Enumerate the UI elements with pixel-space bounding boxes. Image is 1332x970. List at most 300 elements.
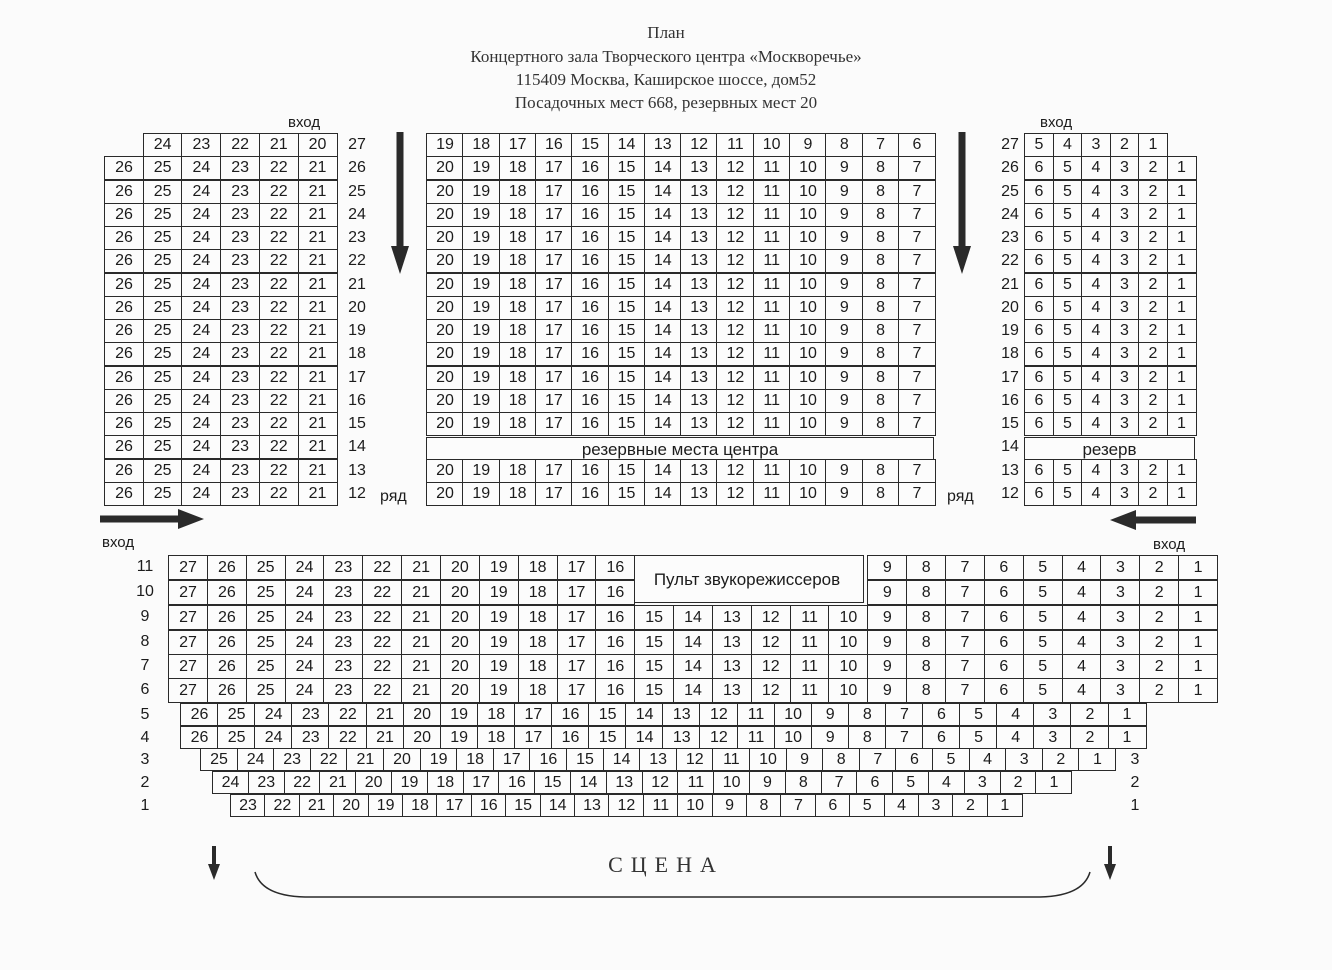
seat-left[interactable]: 25 (143, 180, 183, 204)
seat-parterre[interactable]: 11 (737, 726, 776, 749)
seat-center[interactable]: 18 (499, 249, 537, 273)
seat-center[interactable]: 12 (716, 180, 754, 204)
seat-left[interactable]: 25 (143, 482, 183, 506)
seat-parterre[interactable]: 19 (391, 771, 428, 794)
seat-right[interactable]: 2 (1110, 133, 1140, 157)
seat-parterre[interactable]: 13 (712, 678, 752, 703)
seat-left[interactable]: 21 (298, 319, 338, 343)
seat-center[interactable]: 19 (462, 180, 500, 204)
seat-parterre[interactable]: 9 (749, 771, 786, 794)
seat-parterre[interactable]: 13 (712, 630, 752, 655)
seat-parterre[interactable]: 14 (603, 748, 641, 771)
seat-center[interactable]: 19 (462, 249, 500, 273)
seat-center[interactable]: 14 (644, 296, 682, 320)
seat-center[interactable]: 8 (862, 156, 900, 180)
seat-left[interactable]: 21 (298, 435, 338, 459)
seat-left[interactable]: 21 (298, 366, 338, 390)
seat-parterre[interactable]: 9 (867, 605, 907, 630)
seat-parterre[interactable]: 20 (333, 794, 369, 817)
seat-parterre[interactable]: 11 (790, 605, 830, 630)
seat-right[interactable]: 5 (1053, 342, 1083, 366)
seat-right[interactable]: 2 (1138, 180, 1168, 204)
seat-center[interactable]: 12 (716, 366, 754, 390)
seat-parterre[interactable]: 10 (677, 794, 713, 817)
seat-left[interactable]: 22 (259, 296, 299, 320)
seat-center[interactable]: 12 (716, 226, 754, 250)
seat-right[interactable]: 5 (1053, 296, 1083, 320)
seat-parterre[interactable]: 8 (822, 748, 860, 771)
seat-right[interactable]: 6 (1024, 249, 1054, 273)
seat-center[interactable]: 7 (898, 180, 936, 204)
seat-parterre[interactable]: 22 (328, 726, 367, 749)
seat-left[interactable]: 24 (181, 366, 221, 390)
seat-left[interactable]: 25 (143, 156, 183, 180)
seat-right[interactable]: 1 (1167, 226, 1197, 250)
seat-right[interactable]: 2 (1138, 366, 1168, 390)
seat-parterre[interactable]: 18 (518, 580, 558, 605)
seat-parterre[interactable]: 23 (273, 748, 311, 771)
seat-right[interactable]: 1 (1167, 319, 1197, 343)
seat-left[interactable]: 24 (181, 156, 221, 180)
seat-center[interactable]: 11 (753, 273, 791, 297)
seat-center[interactable]: 17 (535, 412, 573, 436)
seat-left[interactable]: 24 (181, 389, 221, 413)
seat-center[interactable]: 14 (644, 342, 682, 366)
seat-parterre[interactable]: 21 (366, 703, 405, 726)
seat-parterre[interactable]: 21 (299, 794, 335, 817)
seat-parterre[interactable]: 2 (1139, 678, 1179, 703)
seat-parterre[interactable]: 15 (534, 771, 571, 794)
seat-center[interactable]: 13 (680, 249, 718, 273)
seat-left[interactable]: 22 (259, 482, 299, 506)
seat-parterre[interactable]: 9 (811, 726, 850, 749)
seat-parterre[interactable]: 2 (1139, 605, 1179, 630)
seat-parterre[interactable]: 5 (1023, 605, 1063, 630)
seat-parterre[interactable]: 10 (828, 630, 868, 655)
seat-right[interactable]: 2 (1138, 249, 1168, 273)
seat-parterre[interactable]: 11 (677, 771, 714, 794)
seat-left[interactable]: 26 (104, 319, 144, 343)
seat-center[interactable]: 16 (571, 319, 609, 343)
seat-center[interactable]: 9 (825, 180, 863, 204)
seat-center[interactable]: 19 (462, 156, 500, 180)
seat-parterre[interactable]: 19 (440, 703, 479, 726)
seat-parterre[interactable]: 4 (1062, 630, 1102, 655)
seat-parterre[interactable]: 26 (180, 703, 219, 726)
seat-parterre[interactable]: 22 (362, 630, 402, 655)
seat-parterre[interactable]: 8 (785, 771, 822, 794)
seat-center[interactable]: 13 (680, 366, 718, 390)
seat-right[interactable]: 2 (1138, 226, 1168, 250)
seat-parterre[interactable]: 24 (285, 678, 325, 703)
seat-left[interactable]: 26 (104, 459, 144, 483)
seat-parterre[interactable]: 23 (291, 726, 330, 749)
seat-center[interactable]: 20 (426, 249, 464, 273)
seat-right[interactable]: 6 (1024, 482, 1054, 506)
seat-parterre[interactable]: 27 (168, 678, 208, 703)
seat-left[interactable]: 25 (143, 273, 183, 297)
seat-right[interactable]: 4 (1053, 133, 1083, 157)
seat-right[interactable]: 4 (1081, 389, 1111, 413)
seat-right[interactable]: 4 (1081, 203, 1111, 227)
seat-left[interactable]: 22 (259, 226, 299, 250)
seat-parterre[interactable]: 12 (751, 630, 791, 655)
seat-parterre[interactable]: 7 (885, 703, 924, 726)
seat-right[interactable]: 1 (1167, 366, 1197, 390)
seat-right[interactable]: 1 (1167, 249, 1197, 273)
seat-parterre[interactable]: 10 (828, 654, 868, 679)
seat-center[interactable]: 11 (753, 180, 791, 204)
seat-parterre[interactable]: 22 (284, 771, 321, 794)
seat-left[interactable]: 21 (298, 156, 338, 180)
seat-parterre[interactable]: 12 (676, 748, 714, 771)
seat-parterre[interactable]: 5 (1023, 678, 1063, 703)
seat-right[interactable]: 4 (1081, 482, 1111, 506)
seat-right[interactable]: 1 (1167, 156, 1197, 180)
seat-parterre[interactable]: 2 (1000, 771, 1037, 794)
seat-left[interactable]: 21 (259, 133, 299, 157)
seat-parterre[interactable]: 11 (712, 748, 750, 771)
seat-parterre[interactable]: 19 (479, 630, 519, 655)
seat-left[interactable]: 25 (143, 366, 183, 390)
seat-right[interactable]: 2 (1138, 203, 1168, 227)
seat-center[interactable]: 16 (571, 203, 609, 227)
seat-left[interactable]: 21 (298, 342, 338, 366)
seat-center[interactable]: 8 (862, 273, 900, 297)
seat-parterre[interactable]: 4 (1062, 580, 1102, 605)
seat-parterre[interactable]: 14 (540, 794, 576, 817)
seat-center[interactable]: 18 (499, 226, 537, 250)
seat-parterre[interactable]: 14 (673, 630, 713, 655)
seat-left[interactable]: 25 (143, 412, 183, 436)
seat-parterre[interactable]: 24 (212, 771, 249, 794)
seat-center[interactable]: 15 (608, 342, 646, 366)
seat-parterre[interactable]: 21 (401, 678, 441, 703)
seat-center[interactable]: 9 (789, 133, 827, 157)
seat-parterre[interactable]: 9 (867, 654, 907, 679)
seat-right[interactable]: 5 (1053, 366, 1083, 390)
seat-center[interactable]: 19 (462, 389, 500, 413)
seat-parterre[interactable]: 6 (984, 678, 1024, 703)
seat-parterre[interactable]: 8 (906, 555, 946, 580)
seat-center[interactable]: 20 (426, 459, 464, 483)
seat-parterre[interactable]: 15 (634, 654, 674, 679)
seat-parterre[interactable]: 23 (323, 678, 363, 703)
seat-parterre[interactable]: 13 (574, 794, 610, 817)
seat-center[interactable]: 20 (426, 366, 464, 390)
seat-parterre[interactable]: 14 (673, 605, 713, 630)
seat-parterre[interactable]: 19 (479, 555, 519, 580)
seat-center[interactable]: 12 (716, 389, 754, 413)
seat-left[interactable]: 26 (104, 389, 144, 413)
seat-center[interactable]: 13 (680, 482, 718, 506)
seat-right[interactable]: 3 (1110, 319, 1140, 343)
seat-right[interactable]: 5 (1053, 156, 1083, 180)
seat-right[interactable]: 2 (1138, 342, 1168, 366)
seat-center[interactable]: 13 (680, 412, 718, 436)
seat-parterre[interactable]: 16 (595, 678, 635, 703)
seat-parterre[interactable]: 23 (230, 794, 266, 817)
seat-right[interactable]: 6 (1024, 203, 1054, 227)
seat-center[interactable]: 7 (898, 226, 936, 250)
seat-left[interactable]: 22 (259, 412, 299, 436)
seat-left[interactable]: 23 (220, 249, 260, 273)
seat-center[interactable]: 7 (898, 319, 936, 343)
seat-left[interactable]: 23 (220, 203, 260, 227)
seat-right[interactable]: 3 (1110, 342, 1140, 366)
seat-center[interactable]: 10 (789, 273, 827, 297)
seat-parterre[interactable]: 22 (362, 555, 402, 580)
seat-left[interactable]: 26 (104, 435, 144, 459)
seat-center[interactable]: 20 (426, 389, 464, 413)
seat-left[interactable]: 21 (298, 412, 338, 436)
seat-parterre[interactable]: 19 (479, 678, 519, 703)
seat-parterre[interactable]: 13 (662, 703, 701, 726)
seat-left[interactable]: 24 (181, 412, 221, 436)
seat-parterre[interactable]: 10 (828, 678, 868, 703)
seat-parterre[interactable]: 18 (518, 555, 558, 580)
seat-left[interactable]: 22 (259, 319, 299, 343)
seat-right[interactable]: 3 (1110, 366, 1140, 390)
seat-center[interactable]: 16 (571, 459, 609, 483)
seat-left[interactable]: 25 (143, 249, 183, 273)
seat-center[interactable]: 16 (571, 296, 609, 320)
seat-center[interactable]: 7 (898, 342, 936, 366)
seat-parterre[interactable]: 13 (662, 726, 701, 749)
seat-parterre[interactable]: 3 (1100, 605, 1140, 630)
seat-parterre[interactable]: 8 (906, 678, 946, 703)
seat-center[interactable]: 17 (535, 273, 573, 297)
seat-center[interactable]: 11 (753, 389, 791, 413)
seat-left[interactable]: 20 (298, 133, 338, 157)
seat-parterre[interactable]: 20 (403, 703, 442, 726)
seat-parterre[interactable]: 8 (906, 654, 946, 679)
seat-center[interactable]: 19 (462, 296, 500, 320)
seat-center[interactable]: 10 (789, 296, 827, 320)
seat-parterre[interactable]: 1 (987, 794, 1023, 817)
seat-center[interactable]: 16 (571, 412, 609, 436)
seat-parterre[interactable]: 14 (625, 726, 664, 749)
seat-parterre[interactable]: 23 (291, 703, 330, 726)
seat-parterre[interactable]: 21 (319, 771, 356, 794)
seat-parterre[interactable]: 5 (849, 794, 885, 817)
seat-left[interactable]: 26 (104, 156, 144, 180)
seat-parterre[interactable]: 8 (848, 726, 887, 749)
seat-parterre[interactable]: 3 (1100, 580, 1140, 605)
seat-parterre[interactable]: 3 (1033, 703, 1072, 726)
seat-left[interactable]: 22 (259, 156, 299, 180)
seat-left[interactable]: 23 (220, 226, 260, 250)
seat-center[interactable]: 13 (680, 203, 718, 227)
seat-center[interactable]: 20 (426, 412, 464, 436)
seat-parterre[interactable]: 4 (996, 703, 1035, 726)
seat-parterre[interactable]: 12 (751, 605, 791, 630)
seat-parterre[interactable]: 26 (180, 726, 219, 749)
seat-left[interactable]: 22 (259, 180, 299, 204)
seat-center[interactable]: 19 (462, 319, 500, 343)
seat-parterre[interactable]: 16 (595, 630, 635, 655)
seat-right[interactable]: 3 (1110, 459, 1140, 483)
seat-parterre[interactable]: 24 (254, 726, 293, 749)
seat-center[interactable]: 15 (608, 389, 646, 413)
seat-center[interactable]: 9 (825, 249, 863, 273)
seat-left[interactable]: 25 (143, 319, 183, 343)
seat-parterre[interactable]: 21 (366, 726, 405, 749)
seat-parterre[interactable]: 18 (518, 630, 558, 655)
seat-center[interactable]: 8 (862, 366, 900, 390)
seat-center[interactable]: 17 (535, 180, 573, 204)
seat-left[interactable]: 24 (181, 203, 221, 227)
seat-center[interactable]: 17 (535, 249, 573, 273)
seat-parterre[interactable]: 20 (440, 654, 480, 679)
seat-parterre[interactable]: 24 (285, 580, 325, 605)
seat-left[interactable]: 22 (259, 273, 299, 297)
seat-right[interactable]: 3 (1110, 389, 1140, 413)
seat-left[interactable]: 22 (259, 435, 299, 459)
seat-center[interactable]: 16 (571, 273, 609, 297)
seat-parterre[interactable]: 13 (712, 654, 752, 679)
seat-parterre[interactable]: 23 (323, 555, 363, 580)
seat-center[interactable]: 9 (825, 319, 863, 343)
seat-right[interactable]: 5 (1053, 249, 1083, 273)
seat-parterre[interactable]: 24 (285, 654, 325, 679)
seat-center[interactable]: 12 (716, 296, 754, 320)
seat-center[interactable]: 18 (499, 459, 537, 483)
seat-center[interactable]: 19 (462, 203, 500, 227)
seat-parterre[interactable]: 27 (168, 654, 208, 679)
seat-parterre[interactable]: 25 (246, 605, 286, 630)
seat-parterre[interactable]: 10 (749, 748, 787, 771)
seat-right[interactable]: 3 (1110, 249, 1140, 273)
seat-parterre[interactable]: 6 (922, 703, 961, 726)
seat-center[interactable]: 10 (789, 482, 827, 506)
seat-parterre[interactable]: 27 (168, 605, 208, 630)
seat-right[interactable]: 1 (1167, 296, 1197, 320)
seat-parterre[interactable]: 6 (984, 605, 1024, 630)
seat-left[interactable]: 25 (143, 459, 183, 483)
seat-left[interactable]: 22 (259, 342, 299, 366)
seat-parterre[interactable]: 22 (310, 748, 348, 771)
seat-center[interactable]: 14 (644, 156, 682, 180)
seat-parterre[interactable]: 25 (246, 630, 286, 655)
seat-parterre[interactable]: 7 (885, 726, 924, 749)
seat-center[interactable]: 13 (680, 226, 718, 250)
seat-parterre[interactable]: 6 (895, 748, 933, 771)
seat-center[interactable]: 17 (535, 296, 573, 320)
seat-parterre[interactable]: 3 (964, 771, 1001, 794)
seat-left[interactable]: 23 (220, 156, 260, 180)
seat-center[interactable]: 12 (716, 319, 754, 343)
seat-right[interactable]: 1 (1167, 459, 1197, 483)
seat-right[interactable]: 4 (1081, 459, 1111, 483)
seat-parterre[interactable]: 21 (401, 630, 441, 655)
seat-right[interactable]: 6 (1024, 389, 1054, 413)
seat-center[interactable]: 11 (753, 459, 791, 483)
seat-center[interactable]: 19 (462, 342, 500, 366)
seat-left[interactable]: 21 (298, 482, 338, 506)
seat-center[interactable]: 7 (898, 203, 936, 227)
seat-center[interactable]: 9 (825, 296, 863, 320)
seat-parterre[interactable]: 13 (712, 605, 752, 630)
seat-parterre[interactable]: 4 (1062, 678, 1102, 703)
seat-parterre[interactable]: 5 (1023, 630, 1063, 655)
seat-parterre[interactable]: 12 (699, 703, 738, 726)
seat-parterre[interactable]: 15 (566, 748, 604, 771)
seat-parterre[interactable]: 16 (595, 654, 635, 679)
seat-parterre[interactable]: 4 (969, 748, 1007, 771)
seat-left[interactable]: 26 (104, 366, 144, 390)
seat-center[interactable]: 13 (680, 296, 718, 320)
seat-parterre[interactable]: 4 (1062, 605, 1102, 630)
seat-center[interactable]: 16 (571, 156, 609, 180)
seat-center[interactable]: 18 (499, 342, 537, 366)
seat-left[interactable]: 23 (220, 366, 260, 390)
seat-parterre[interactable]: 8 (906, 605, 946, 630)
seat-center[interactable]: 15 (608, 249, 646, 273)
seat-left[interactable]: 21 (298, 249, 338, 273)
seat-parterre[interactable]: 18 (518, 678, 558, 703)
seat-right[interactable]: 1 (1167, 273, 1197, 297)
seat-left[interactable]: 23 (220, 412, 260, 436)
seat-parterre[interactable]: 23 (323, 580, 363, 605)
seat-center[interactable]: 9 (825, 482, 863, 506)
seat-center[interactable]: 20 (426, 342, 464, 366)
seat-parterre[interactable]: 16 (595, 555, 635, 580)
seat-center[interactable]: 10 (789, 203, 827, 227)
seat-center[interactable]: 11 (753, 249, 791, 273)
seat-parterre[interactable]: 27 (168, 555, 208, 580)
seat-parterre[interactable]: 20 (403, 726, 442, 749)
seat-parterre[interactable]: 1 (1108, 726, 1147, 749)
seat-center[interactable]: 20 (426, 273, 464, 297)
seat-left[interactable]: 23 (220, 389, 260, 413)
seat-center[interactable]: 8 (862, 459, 900, 483)
seat-parterre[interactable]: 27 (168, 630, 208, 655)
seat-left[interactable]: 22 (259, 366, 299, 390)
seat-parterre[interactable]: 11 (737, 703, 776, 726)
seat-center[interactable]: 18 (499, 296, 537, 320)
seat-center[interactable]: 13 (680, 156, 718, 180)
seat-parterre[interactable]: 20 (440, 605, 480, 630)
seat-parterre[interactable]: 12 (642, 771, 679, 794)
seat-left[interactable]: 21 (298, 273, 338, 297)
seat-right[interactable]: 4 (1081, 366, 1111, 390)
seat-left[interactable]: 21 (298, 203, 338, 227)
seat-right[interactable]: 4 (1081, 296, 1111, 320)
seat-right[interactable]: 6 (1024, 319, 1054, 343)
seat-center[interactable]: 10 (789, 156, 827, 180)
seat-parterre[interactable]: 7 (821, 771, 858, 794)
seat-right[interactable]: 6 (1024, 459, 1054, 483)
seat-parterre[interactable]: 17 (557, 654, 597, 679)
seat-parterre[interactable]: 23 (323, 630, 363, 655)
seat-parterre[interactable]: 25 (246, 654, 286, 679)
seat-parterre[interactable]: 25 (217, 703, 256, 726)
seat-right[interactable]: 6 (1024, 366, 1054, 390)
seat-parterre[interactable]: 24 (254, 703, 293, 726)
seat-parterre[interactable]: 22 (264, 794, 300, 817)
seat-parterre[interactable]: 24 (285, 605, 325, 630)
seat-center[interactable]: 12 (716, 482, 754, 506)
seat-parterre[interactable]: 8 (906, 630, 946, 655)
seat-left[interactable]: 22 (259, 203, 299, 227)
seat-center[interactable]: 15 (608, 319, 646, 343)
seat-parterre[interactable]: 19 (368, 794, 404, 817)
seat-right[interactable]: 5 (1053, 180, 1083, 204)
seat-parterre[interactable]: 5 (1023, 580, 1063, 605)
seat-parterre[interactable]: 17 (557, 630, 597, 655)
seat-right[interactable]: 4 (1081, 180, 1111, 204)
